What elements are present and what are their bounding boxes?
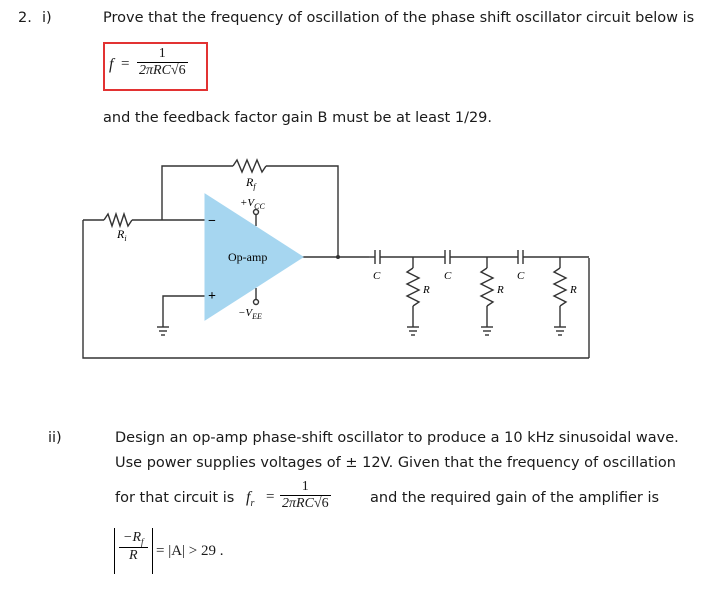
noninverting-input-sign: + bbox=[208, 289, 216, 304]
abs-bar-right bbox=[152, 528, 153, 574]
part-i-text: Prove that the frequency of oscillation of the phase shift oscillator circuit below is bbox=[103, 10, 695, 26]
formula-sqrt-arg: 6 bbox=[178, 63, 186, 78]
part-ii-line2: Use power supplies voltages of ± 12V. Given that the frequency of oscillation bbox=[115, 455, 676, 471]
ri-resistor bbox=[104, 214, 132, 226]
res2-label: R bbox=[497, 284, 504, 296]
return-loop-wire bbox=[83, 220, 589, 358]
part-ii-line3-post: and the required gain of the amplifier is bbox=[370, 490, 660, 506]
formula-denominator: 2πRC√6 bbox=[139, 63, 186, 78]
opamp-label: Op-amp bbox=[228, 250, 268, 264]
part-ii-label: ii) bbox=[48, 430, 62, 446]
res1-label: R bbox=[423, 284, 430, 296]
frequency-formula-2 bbox=[246, 479, 366, 523]
formula-numerator: 1 bbox=[158, 46, 166, 61]
vee-terminal bbox=[254, 300, 259, 305]
gain-inequality: = |A| > 29 . bbox=[156, 543, 224, 559]
output-node-dot bbox=[336, 255, 340, 259]
part-i-label: i) bbox=[42, 10, 52, 26]
formula-lhs: f bbox=[109, 56, 114, 73]
formula2-lhs: $f_r$ bbox=[246, 489, 255, 510]
formula2-sqrt-arg: 6 bbox=[321, 496, 329, 511]
vcc-label: $+V_{CC}$ bbox=[240, 197, 265, 211]
cap1-label: C bbox=[373, 270, 381, 282]
res3-label: R bbox=[570, 284, 577, 296]
feedback-text: and the feedback factor gain B must be at least 1/29. bbox=[103, 110, 493, 126]
gain-formula bbox=[114, 526, 314, 576]
formula2-fraction bbox=[280, 479, 331, 512]
formula2-numerator: 1 bbox=[301, 479, 309, 494]
part-ii-line3-pre: for that circuit is bbox=[115, 490, 235, 506]
formula2-denominator: 2πRC√6 bbox=[282, 496, 329, 511]
cap3-label: C bbox=[517, 270, 525, 282]
gain-denominator: R bbox=[119, 547, 148, 564]
question-number: 2. bbox=[18, 10, 32, 26]
vee-label: $-V_{EE}$ bbox=[238, 307, 262, 321]
gain-numerator: $-R_f$ bbox=[123, 530, 144, 547]
shunt-resistor-3 bbox=[554, 268, 566, 306]
formula2-denominator-prefix: 2πRC bbox=[282, 496, 314, 511]
shunt-resistor-1 bbox=[407, 268, 419, 306]
ri-label: $R_i$ bbox=[117, 227, 127, 243]
formula-denominator-prefix: 2πRC bbox=[139, 63, 171, 78]
formula-equals: = bbox=[121, 56, 130, 72]
shunt-resistor-2 bbox=[481, 268, 493, 306]
inverting-input-sign: − bbox=[208, 214, 216, 229]
abs-bar-left bbox=[114, 528, 115, 574]
formula2-equals: = bbox=[266, 489, 275, 505]
part-ii-line1: Design an op-amp phase-shift oscillator to produce a 10 kHz sinusoidal wave. bbox=[115, 430, 679, 446]
gain-fraction bbox=[119, 530, 148, 564]
rf-resistor bbox=[233, 160, 266, 172]
plus-input-wire bbox=[163, 296, 205, 327]
rf-label: $R_f$ bbox=[246, 175, 256, 191]
cap2-label: C bbox=[444, 270, 452, 282]
